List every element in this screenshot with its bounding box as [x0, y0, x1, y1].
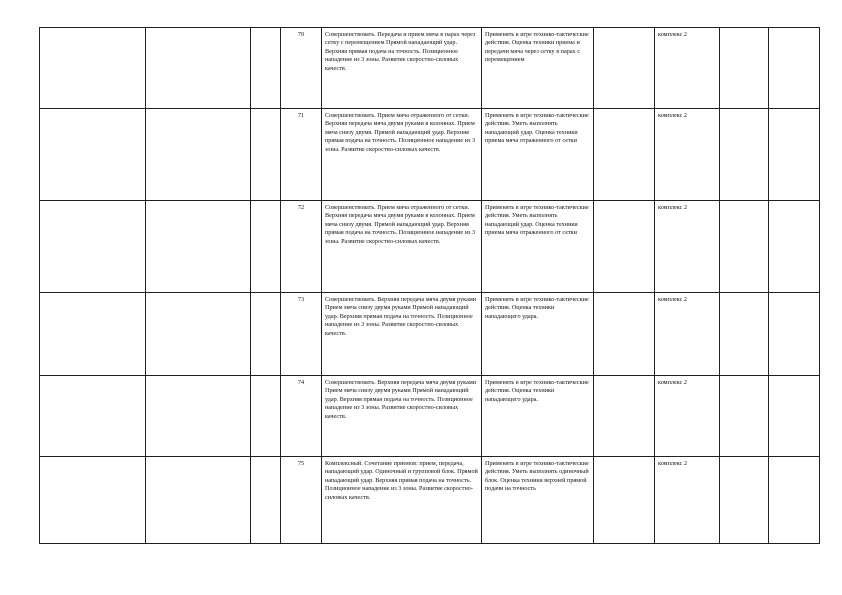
empty-cell-2: [146, 109, 251, 201]
lesson-number-text: 72: [297, 204, 305, 211]
lesson-notes: [655, 109, 720, 201]
empty-cell-9: [720, 376, 769, 457]
lesson-content-text: Совершенствовать. Передача и прием мяча в парах через сетку с перемещением Прямой нападающий удар. Верхняя прямая подача на точность. Позиционное нападение из 3 зоны. Развитие скоростно-силовых качеств.: [325, 31, 476, 72]
lesson-notes: [655, 28, 720, 109]
lesson-notes-text: комплекс 2: [658, 379, 687, 386]
table-row: [40, 293, 820, 376]
lesson-number-text: 74: [297, 379, 305, 386]
lesson-content: [322, 376, 482, 457]
lesson-number: [281, 201, 322, 293]
table-row: [40, 109, 820, 201]
lesson-content-text: Совершенствовать. Прием мяча отраженного от сетки. Верхняя передача мяча двумя руками в колоннах. Прием мяча снизу двумя. Прямой нападающий удар. Верхняя прямая подача на точность. Позиционное нападение из 3 зоны. Развитие скоростно-силовых качеств.: [325, 112, 476, 153]
empty-cell-10: [769, 293, 820, 376]
empty-cell-7: [594, 201, 655, 293]
lesson-notes: [655, 376, 720, 457]
empty-cell-9: [720, 28, 769, 109]
lesson-notes: [655, 201, 720, 293]
lesson-notes-text: комплекс 2: [658, 112, 687, 119]
lesson-number-text: 73: [297, 296, 305, 303]
lesson-requirements-text: Применять в игре технико-тактические действия. Оценка техники приема и передачи мяча через сетку в парах с перемещением: [485, 31, 589, 64]
empty-cell-7: [594, 28, 655, 109]
lesson-requirements-text: Применять в игре технико-тактические действия. Уметь выполнять одиночный блок. Оценка техники верхней прямой подачи на точность: [485, 460, 589, 493]
lesson-requirements-text: Применять в игре технико-тактические действия. Уметь выполнять нападающий удар. Оценка техники приема мяча отраженного от сетки: [485, 204, 589, 237]
lesson-content: [322, 201, 482, 293]
empty-cell-9: [720, 293, 769, 376]
empty-cell-9: [720, 201, 769, 293]
lesson-number-text: 75: [297, 460, 305, 467]
lesson-number: [281, 293, 322, 376]
empty-cell-2: [146, 201, 251, 293]
lesson-requirements: [482, 457, 594, 544]
lesson-requirements: [482, 376, 594, 457]
lesson-requirements: [482, 201, 594, 293]
lesson-plan-table: [39, 27, 820, 544]
lesson-number: [281, 109, 322, 201]
empty-cell-7: [594, 376, 655, 457]
lesson-notes-text: комплекс 2: [658, 460, 687, 467]
empty-cell-1: [40, 457, 146, 544]
lesson-number-text: 71: [297, 112, 305, 119]
lesson-number-text: 70: [297, 31, 305, 38]
table-row: [40, 28, 820, 109]
empty-cell-9: [720, 457, 769, 544]
empty-cell-10: [769, 376, 820, 457]
lesson-requirements-text: Применять в игре технико-тактические действия. Оценка техники нападающего удара.: [485, 296, 589, 320]
lesson-content: [322, 28, 482, 109]
lesson-content: [322, 109, 482, 201]
lesson-content-text: Совершенствовать. Верхняя передача мяча двумя руками Прием мяча снизу двумя руками Прямой нападающий удар. Верхняя прямая подача на точность. Позиционное нападение из 3 зоны. Развитие скоростно-силовых качеств.: [325, 379, 477, 420]
lesson-requirements: [482, 293, 594, 376]
lesson-content: [322, 293, 482, 376]
lesson-notes-text: комплекс 2: [658, 204, 687, 211]
empty-cell-10: [769, 457, 820, 544]
empty-cell-7: [594, 109, 655, 201]
empty-cell-1: [40, 201, 146, 293]
empty-cell-3: [251, 293, 281, 376]
empty-cell-3: [251, 457, 281, 544]
empty-cell-7: [594, 293, 655, 376]
empty-cell-2: [146, 376, 251, 457]
lesson-number: [281, 457, 322, 544]
empty-cell-3: [251, 109, 281, 201]
empty-cell-3: [251, 376, 281, 457]
empty-cell-1: [40, 376, 146, 457]
lesson-notes-text: комплекс 2: [658, 31, 687, 38]
lesson-requirements: [482, 109, 594, 201]
empty-cell-1: [40, 293, 146, 376]
lesson-number: [281, 376, 322, 457]
empty-cell-10: [769, 109, 820, 201]
lesson-requirements-text: Применять в игре технико-тактические действия. Оценка техники нападающего удара.: [485, 379, 589, 403]
lesson-requirements-text: Применять в игре технико-тактические действия. Уметь выполнять нападающий удар. Оценка техники приема мяча отраженного от сетки: [485, 112, 589, 145]
lesson-notes: [655, 293, 720, 376]
lesson-content-text: Совершенствовать. Прием мяча отраженного от сетки. Верхняя передача мяча двумя руками в колоннах. Прием мяча снизу двумя. Прямой нападающий удар. Верхняя прямая подача на точность. Позиционное нападение из 3 зоны. Развитие скоростно-силовых качеств.: [325, 204, 476, 245]
empty-cell-1: [40, 28, 146, 109]
lesson-content-text: Совершенствовать. Верхняя передача мяча двумя руками Прием мяча снизу двумя руками Прямой нападающий удар. Верхняя прямая подача на точность. Позиционное нападение из 3 зоны. Развитие скоростно-силовых качеств.: [325, 296, 477, 337]
empty-cell-2: [146, 457, 251, 544]
lesson-notes-text: комплекс 2: [658, 296, 687, 303]
empty-cell-3: [251, 201, 281, 293]
lesson-content-text: Комплексный. Сочетание приемов: прием, передача, нападающий удар. Одиночный и групповой блок. Прямой нападающий удар. Верхняя прямая подача на точность. Позиционное нападение из 3 зоны. Развитие скоростно-силовых качеств.: [325, 460, 478, 501]
table-row: [40, 201, 820, 293]
empty-cell-2: [146, 293, 251, 376]
lesson-number: [281, 28, 322, 109]
empty-cell-1: [40, 109, 146, 201]
empty-cell-2: [146, 28, 251, 109]
lesson-requirements: [482, 28, 594, 109]
table-row: [40, 457, 820, 544]
empty-cell-10: [769, 201, 820, 293]
empty-cell-3: [251, 28, 281, 109]
empty-cell-9: [720, 109, 769, 201]
lesson-notes: [655, 457, 720, 544]
empty-cell-10: [769, 28, 820, 109]
table-row: [40, 376, 820, 457]
lesson-content: [322, 457, 482, 544]
empty-cell-7: [594, 457, 655, 544]
